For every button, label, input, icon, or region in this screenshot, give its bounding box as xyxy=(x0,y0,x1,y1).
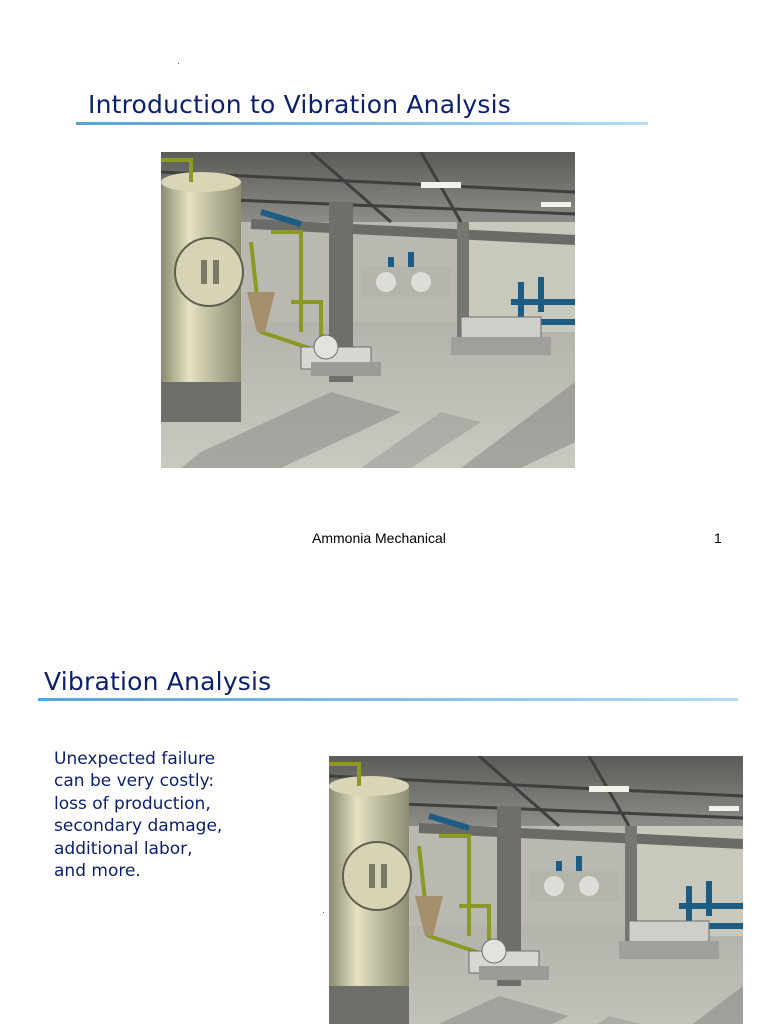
slide1-page-number: 1 xyxy=(714,530,722,546)
slide2-plant-image xyxy=(329,756,743,1024)
slide1-title-underline xyxy=(76,122,648,125)
body-line: loss of production, xyxy=(54,793,211,814)
industrial-plant-pump-room-image-icon xyxy=(161,152,575,468)
slide1-plant-image xyxy=(161,152,575,468)
slide1-footer-title: Ammonia Mechanical xyxy=(312,530,446,546)
stray-dot-mark xyxy=(178,63,179,64)
body-line: can be very costly: xyxy=(54,771,215,792)
industrial-plant-pump-room-image-icon xyxy=(329,756,743,1024)
body-line: secondary damage, xyxy=(54,816,223,837)
slide2-title-underline xyxy=(38,698,738,701)
slide2-body-text xyxy=(54,748,222,882)
body-line: Unexpected failure xyxy=(54,749,216,769)
stray-dot-mark xyxy=(323,912,324,913)
body-line: and more. xyxy=(54,861,141,882)
slide1-title: Introduction to Vibration Analysis xyxy=(88,90,511,119)
slide2-title: Vibration Analysis xyxy=(44,667,272,696)
body-line: additional labor, xyxy=(54,838,193,859)
